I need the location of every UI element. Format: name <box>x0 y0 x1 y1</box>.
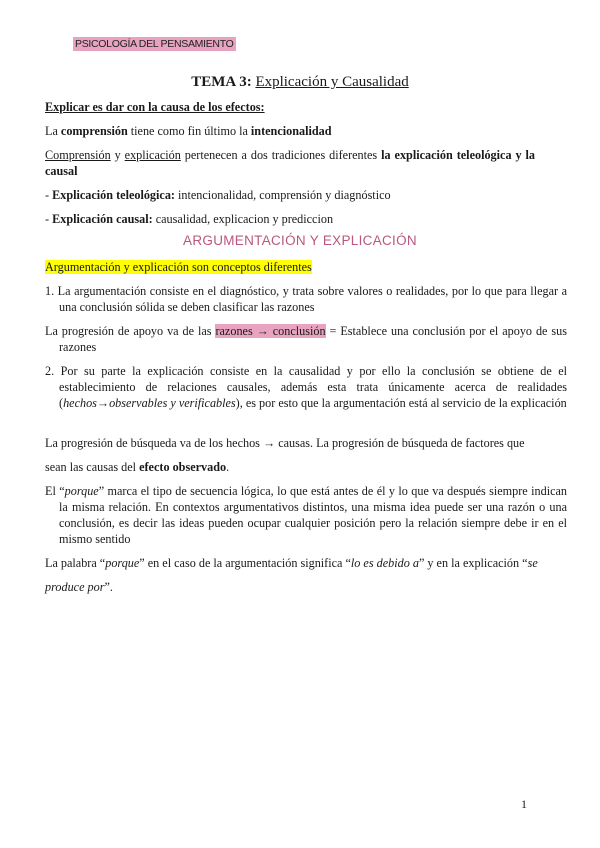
subtitle <box>45 99 265 115</box>
title-prefix: TEMA 3: <box>191 74 252 90</box>
bullet-teleologica <box>45 187 391 203</box>
bullet-causal <box>45 211 333 227</box>
bold-text: la explicación teleológica <box>381 148 512 162</box>
paragraph-palabra-1 <box>45 555 538 571</box>
highlight-line <box>45 259 312 275</box>
text: La progresión de apoyo va de las <box>45 324 216 338</box>
text: El “ <box>45 484 65 498</box>
text: = Establece una conclusión por el apoyo de sus razones <box>59 324 567 354</box>
italic-text: lo es debido a <box>350 556 419 570</box>
italic-text: porque <box>105 556 140 570</box>
text: La <box>45 124 61 138</box>
bold-text: y la causal <box>45 148 536 178</box>
italic-text: porque <box>64 484 99 498</box>
text: ), es por esto que la argumentación está al servicio de la explicación <box>235 396 567 410</box>
paragraph-tradiciones <box>45 147 535 179</box>
paragraph-palabra-2 <box>45 579 113 595</box>
text: ” marca el tipo de secuencia lógica, lo que está antes de él y lo que va después siempre indican la misma relación. En contextos argumentativos distintos, una misma idea puede ser una razón o una conclusión, es decir las ideas pueden ocupar cualquier posición pero la relación siempre debe ir en el mismo sentido <box>59 484 567 546</box>
text: ”. <box>104 580 113 594</box>
list-item-2 <box>45 363 567 411</box>
italic-text: produce por <box>45 580 105 594</box>
italic-text: hechos→observables y verificables <box>63 396 236 410</box>
section-heading: ARGUMENTACIÓN Y EXPLICACIÓN <box>183 233 417 248</box>
paragraph-busqueda-1 <box>45 435 525 451</box>
subtitle-text: Explicar es dar con la causa de los efectos: <box>45 100 265 114</box>
subject-tag: PSICOLOGÍA DEL PENSAMIENTO <box>75 38 234 50</box>
text: tiene como fin último la <box>127 124 251 138</box>
paragraph-porque <box>45 483 567 547</box>
highlighted-text: razones → conclusión <box>215 324 326 338</box>
text: 2. Por su parte la explicación consiste en la causalidad y por ello la conclusión se obtiene de el establecimiento de relaciones causales, además esta trata únicamente acerca de realidades ( <box>45 364 567 410</box>
bullet-dash: - <box>45 188 53 202</box>
bullet-dash: - <box>45 212 53 226</box>
page-title <box>0 73 600 91</box>
text: pertenecen a dos tradiciones diferentes <box>180 148 382 162</box>
paragraph-comprension <box>45 123 332 139</box>
page-number: 1 <box>521 797 527 811</box>
underlined-text: explicación <box>124 148 181 162</box>
list-item-1 <box>45 283 567 315</box>
text: ” en el caso de la argumentación significa “ <box>139 556 351 570</box>
text: y <box>110 148 125 162</box>
text: causalidad, explicacion y prediccion <box>152 212 334 226</box>
bold-text: Explicación causal: <box>52 212 153 226</box>
bold-text: intencionalidad <box>250 124 332 138</box>
paragraph-busqueda-2 <box>45 459 229 475</box>
bold-text: Explicación teleológica: <box>52 188 175 202</box>
text: . <box>226 460 230 474</box>
text: 1. La argumentación consiste en el diagnóstico, y trata sobre valores o realidades, por lo que para llegar a una conclusión sólida se deben clasificar las razones <box>45 284 567 314</box>
text: ” y en la explicación “ <box>418 556 528 570</box>
text: La palabra “ <box>45 556 106 570</box>
bold-text: efecto observado <box>139 460 227 474</box>
text: La progresión de búsqueda va de los hechos → causas. La progresión de búsqueda de factores que <box>45 436 525 450</box>
title-text: Explicación y Causalidad <box>255 74 409 90</box>
underlined-text: Comprensión <box>45 148 111 162</box>
italic-text: se <box>527 556 538 570</box>
paragraph-progresion-apoyo <box>45 323 567 355</box>
text: sean las causas del <box>45 460 140 474</box>
bold-text: comprensión <box>60 124 128 138</box>
text: intencionalidad, comprensión y diagnóstico <box>174 188 391 202</box>
highlighted-text: Argumentación y explicación son conceptos diferentes <box>45 260 312 274</box>
